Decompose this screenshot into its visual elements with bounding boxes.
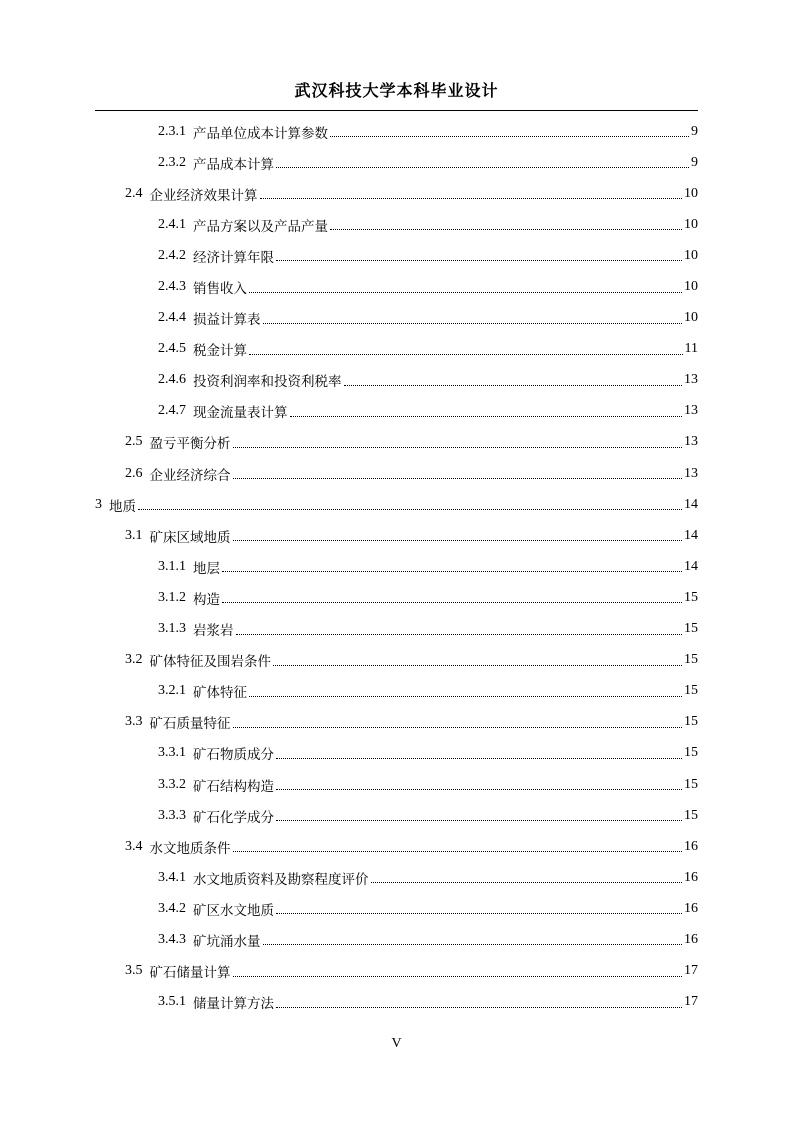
toc-entry-page: 16 <box>684 869 698 885</box>
toc-entry-page: 16 <box>684 931 698 947</box>
toc-entry-title: 矿石储量计算 <box>149 965 231 982</box>
toc-entry[interactable] <box>95 520 698 551</box>
toc-entry-title: 矿坑涌水量 <box>193 933 261 950</box>
toc-entry[interactable] <box>95 676 698 707</box>
toc-entry-page: 14 <box>684 527 698 543</box>
toc-entry-title: 产品单位成本计算参数 <box>193 125 328 142</box>
toc-entry-title: 盈亏平衡分析 <box>149 436 231 453</box>
toc-dot-leader <box>249 696 682 697</box>
toc-entry-number: 3.4 <box>125 838 143 854</box>
toc-dot-leader <box>276 820 682 821</box>
toc-entry-number: 3.1.2 <box>158 589 186 605</box>
toc-entry-title: 矿体特征 <box>193 685 247 702</box>
toc-entry-number: 2.3.1 <box>158 123 186 139</box>
toc-dot-leader <box>233 727 683 728</box>
toc-entry-page: 10 <box>684 310 698 326</box>
toc-entry-title: 经济计算年限 <box>193 249 274 266</box>
toc-dot-leader <box>233 478 683 479</box>
toc-dot-leader <box>263 944 683 945</box>
toc-dot-leader <box>222 602 682 603</box>
toc-entry-number: 2.4.3 <box>158 279 186 295</box>
toc-entry-number: 3.5 <box>125 963 143 979</box>
toc-entry-title: 矿体特征及围岩条件 <box>149 654 271 671</box>
toc-entry[interactable] <box>95 924 698 955</box>
toc-entry-title: 矿床区域地质 <box>149 529 231 546</box>
toc-entry[interactable] <box>95 396 698 427</box>
toc-entry[interactable] <box>95 551 698 582</box>
toc-entry-title: 投资利润率和投资利税率 <box>193 374 342 391</box>
toc-entry-number: 3.2.1 <box>158 683 186 699</box>
toc-dot-leader <box>233 540 683 541</box>
toc-entry-page: 10 <box>684 185 698 201</box>
toc-entry-number: 2.4.2 <box>158 247 186 263</box>
toc-dot-leader <box>249 354 683 355</box>
toc-entry-page: 10 <box>684 247 698 263</box>
toc-entry-page: 11 <box>684 341 698 357</box>
toc-entry[interactable] <box>95 614 698 645</box>
toc-entry[interactable] <box>95 769 698 800</box>
toc-entry-page: 15 <box>684 745 698 761</box>
toc-entry-number: 3.4.1 <box>158 869 186 885</box>
toc-entry-page: 17 <box>684 963 698 979</box>
toc-dot-leader <box>138 509 682 510</box>
toc-entry[interactable] <box>95 987 698 1018</box>
toc-dot-leader <box>371 882 683 883</box>
toc-dot-leader <box>276 758 682 759</box>
toc-entry-number: 3.3.1 <box>158 745 186 761</box>
toc-entry-title: 矿石化学成分 <box>193 809 274 826</box>
toc-entry-title: 地层 <box>193 560 220 577</box>
toc-entry-page: 14 <box>684 558 698 574</box>
toc-dot-leader <box>276 789 682 790</box>
toc-entry[interactable] <box>95 458 698 489</box>
toc-dot-leader <box>276 1007 682 1008</box>
toc-entry[interactable] <box>95 209 698 240</box>
toc-entry-page: 13 <box>684 372 698 388</box>
header-rule <box>95 110 698 111</box>
toc-dot-leader <box>233 447 683 448</box>
page-number: V <box>391 1036 402 1051</box>
toc-dot-leader <box>222 571 682 572</box>
toc-entry[interactable] <box>95 893 698 924</box>
toc-entry-number: 2.5 <box>125 434 143 450</box>
toc-entry-title: 现金流量表计算 <box>193 405 288 422</box>
toc-entry-title: 销售收入 <box>193 281 247 298</box>
toc-entry-page: 15 <box>684 621 698 637</box>
toc-entry-number: 3.1 <box>125 527 143 543</box>
toc-dot-leader <box>273 665 682 666</box>
toc-dot-leader <box>260 198 683 199</box>
toc-entry-number: 3.3 <box>125 714 143 730</box>
toc-entry-page: 10 <box>684 216 698 232</box>
toc-entry-page: 13 <box>684 403 698 419</box>
toc-entry[interactable] <box>95 147 698 178</box>
toc-entry-page: 9 <box>691 123 698 139</box>
toc-entry[interactable] <box>95 240 698 271</box>
toc-entry-page: 14 <box>684 496 698 512</box>
toc-entry-page: 16 <box>684 900 698 916</box>
toc-entry[interactable] <box>95 334 698 365</box>
toc-entry[interactable] <box>95 800 698 831</box>
toc-dot-leader <box>290 416 683 417</box>
toc-entry[interactable] <box>95 303 698 334</box>
toc-entry[interactable] <box>95 582 698 613</box>
running-header-title: 武汉科技大学本科毕业设计 <box>294 81 499 100</box>
toc-entry-page: 15 <box>684 714 698 730</box>
toc-entry-number: 3.3.2 <box>158 776 186 792</box>
toc-dot-leader <box>276 260 682 261</box>
toc-entry-title: 产品方案以及产品产量 <box>193 218 328 235</box>
toc-entry-page: 15 <box>684 807 698 823</box>
toc-dot-leader <box>233 976 683 977</box>
toc-entry[interactable] <box>95 489 698 520</box>
toc-entry-title: 矿石结构构造 <box>193 778 274 795</box>
toc-entry[interactable] <box>95 427 698 458</box>
toc-entry-title: 地质 <box>109 498 136 515</box>
toc-entry-page: 9 <box>691 154 698 170</box>
toc-entry-title: 损益计算表 <box>193 312 261 329</box>
toc-dot-leader <box>344 385 683 386</box>
toc-entry-number: 2.4.5 <box>158 341 186 357</box>
toc-dot-leader <box>330 136 689 137</box>
toc-entry[interactable] <box>95 862 698 893</box>
toc-entry-page: 15 <box>684 776 698 792</box>
toc-entry-title: 水文地质资料及勘察程度评价 <box>193 871 369 888</box>
toc-entry[interactable] <box>95 178 698 209</box>
toc-entry-page: 15 <box>684 589 698 605</box>
toc-entry-number: 2.6 <box>125 465 143 481</box>
toc-entry-title: 企业经济综合 <box>149 467 231 484</box>
toc-entry-number: 3.3.3 <box>158 807 186 823</box>
toc-dot-leader <box>263 323 683 324</box>
toc-entry-number: 3.4.3 <box>158 931 186 947</box>
toc-entry-number: 2.4.1 <box>158 216 186 232</box>
toc-entry-number: 3.1.1 <box>158 558 186 574</box>
toc-dot-leader <box>276 167 689 168</box>
toc-entry-number: 2.4.6 <box>158 372 186 388</box>
toc-entry[interactable] <box>95 645 698 676</box>
toc-entry[interactable] <box>95 738 698 769</box>
toc-entry-title: 储量计算方法 <box>193 996 274 1013</box>
toc-entry-number: 3.5.1 <box>158 994 186 1010</box>
toc-entry-page: 16 <box>684 838 698 854</box>
toc-entry-title: 企业经济效果计算 <box>149 187 258 204</box>
toc-entry-page: 10 <box>684 279 698 295</box>
toc-entry-title: 水文地质条件 <box>149 840 231 857</box>
toc-entry-number: 2.4.7 <box>158 403 186 419</box>
toc-entry-page: 15 <box>684 683 698 699</box>
toc-entry[interactable] <box>95 365 698 396</box>
toc-entry-title: 构造 <box>193 591 220 608</box>
toc-entry-title: 税金计算 <box>193 343 247 360</box>
toc-entry-title: 岩浆岩 <box>193 623 234 640</box>
toc-entry-number: 3 <box>95 496 102 512</box>
toc-entry-page: 13 <box>684 465 698 481</box>
toc-entry-page: 17 <box>684 994 698 1010</box>
toc-entry-title: 矿石物质成分 <box>193 747 274 764</box>
toc-dot-leader <box>276 913 682 914</box>
toc-entry[interactable] <box>95 271 698 302</box>
toc-entry-number: 3.1.3 <box>158 621 186 637</box>
toc-entry-page: 13 <box>684 434 698 450</box>
toc-entry-page: 15 <box>684 652 698 668</box>
toc-entry-title: 产品成本计算 <box>193 156 274 173</box>
toc-entry[interactable] <box>95 956 698 987</box>
toc-entry-number: 2.4 <box>125 185 143 201</box>
toc-entry-number: 2.3.2 <box>158 154 186 170</box>
table-of-contents <box>95 116 698 1018</box>
toc-entry[interactable] <box>95 831 698 862</box>
toc-entry[interactable] <box>95 707 698 738</box>
toc-entry-title: 矿石质量特征 <box>149 716 231 733</box>
toc-entry-number: 3.4.2 <box>158 900 186 916</box>
toc-entry[interactable] <box>95 116 698 147</box>
toc-dot-leader <box>330 229 682 230</box>
toc-entry-number: 2.4.4 <box>158 310 186 326</box>
toc-entry-title: 矿区水文地质 <box>193 902 274 919</box>
toc-entry-number: 3.2 <box>125 652 143 668</box>
toc-dot-leader <box>233 851 683 852</box>
toc-dot-leader <box>249 292 682 293</box>
toc-dot-leader <box>236 634 683 635</box>
